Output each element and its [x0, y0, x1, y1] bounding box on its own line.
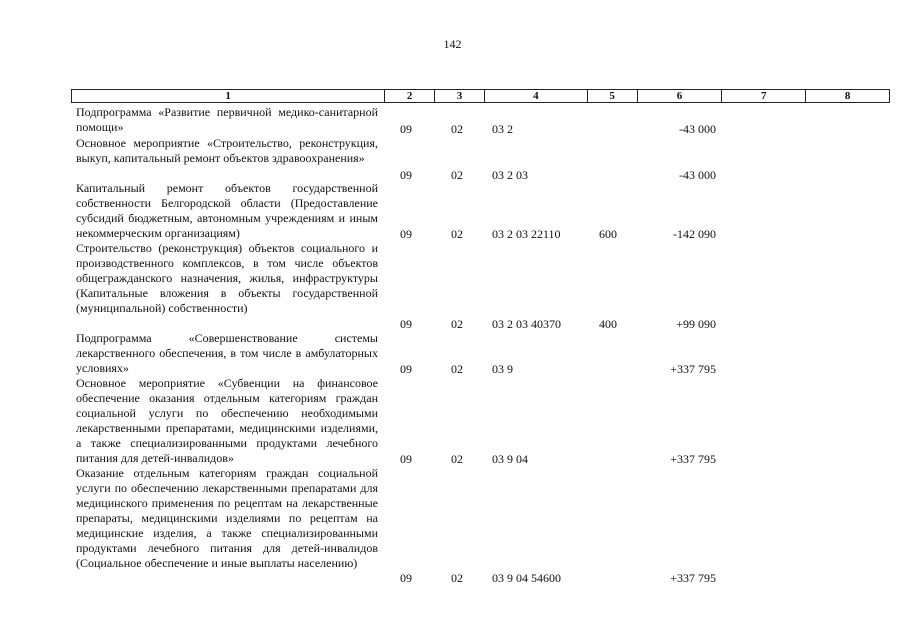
header-col-3: 3 — [434, 90, 484, 102]
header-col-6: 6 — [637, 90, 722, 102]
cell-col-4: 03 9 04 54600 — [492, 571, 561, 585]
cell-col-6: +337 795 — [670, 452, 716, 466]
page-number: 142 — [443, 37, 462, 51]
cell-col-3: 02 — [451, 452, 463, 466]
row-description: Основное мероприятие «Субвенции на финансовое обеспечение оказания отдельным категориям граждан социальной услуги по обеспечению необходимыми лекарственными препаратами, медицинскими изделиями, а также специализированными продуктами лечебного питания для детей-инвалидов» — [76, 376, 378, 465]
cell-col-4: 03 9 — [492, 362, 513, 376]
cell-col-2: 09 — [400, 452, 412, 466]
cell-col-3: 02 — [451, 227, 463, 241]
cell-col-5: 600 — [599, 227, 617, 241]
header-col-7: 7 — [721, 90, 805, 102]
cell-col-6: +337 795 — [670, 571, 716, 585]
cell-col-2: 09 — [400, 122, 412, 136]
table-header-row — [71, 89, 890, 103]
cell-col-2: 09 — [400, 227, 412, 241]
row-description: Оказание отдельным категориям граждан социальной услуги по обеспечению лекарственными препаратами для медицинского применения по рецептам на лекарственные препараты, медицинскими изделиями по рецептам на медицинские изделия, а также специализированными продуктами лечебного питания для детей-инвалидов (Социальное обеспечение и иные выплаты населению) — [76, 466, 378, 570]
cell-col-3: 02 — [451, 168, 463, 182]
cell-col-3: 02 — [451, 571, 463, 585]
row-description: Строительство (реконструкция) объектов социального и производственного комплексов, в том числе объектов общегражданского назначения, жилья, инфраструктуры (Капитальные вложения в объекты государственной (муниципальной) собственности) — [76, 241, 378, 315]
cell-col-4: 03 9 04 — [492, 452, 528, 466]
header-col-8: 8 — [805, 90, 889, 102]
cell-col-3: 02 — [451, 362, 463, 376]
header-col-1: 1 — [225, 90, 231, 102]
cell-col-6: -43 000 — [679, 122, 716, 136]
cell-col-2: 09 — [400, 362, 412, 376]
header-col-4: 4 — [484, 90, 587, 102]
cell-col-4: 03 2 — [492, 122, 513, 136]
cell-col-5: 400 — [599, 317, 617, 331]
row-description: Подпрограмма «Развитие первичной медико-санитарной помощи» — [76, 105, 378, 134]
row-description: Основное мероприятие «Строительство, реконструкция, выкуп, капитальный ремонт объектов здравоохранения» — [76, 136, 378, 165]
row-description: Капитальный ремонт объектов государственной собственности Белгородской области (Предоставление субсидий бюджетным, автономным учреждениям и иным некоммерческим организациям) — [76, 181, 378, 240]
header-col-2: 2 — [384, 90, 434, 102]
cell-col-6: -142 090 — [673, 227, 716, 241]
cell-col-2: 09 — [400, 168, 412, 182]
row-description: Подпрограмма «Совершенствование системы лекарственного обеспечения, в том числе в амбулаторных условиях» — [76, 331, 378, 375]
cell-col-4: 03 2 03 — [492, 168, 528, 182]
cell-col-2: 09 — [400, 317, 412, 331]
cell-col-3: 02 — [451, 122, 463, 136]
cell-col-4: 03 2 03 22110 — [492, 227, 561, 241]
cell-col-4: 03 2 03 40370 — [492, 317, 561, 331]
header-col-5: 5 — [587, 90, 637, 102]
cell-col-3: 02 — [451, 317, 463, 331]
cell-col-6: +99 090 — [676, 317, 716, 331]
cell-col-6: -43 000 — [679, 168, 716, 182]
cell-col-6: +337 795 — [670, 362, 716, 376]
cell-col-2: 09 — [400, 571, 412, 585]
